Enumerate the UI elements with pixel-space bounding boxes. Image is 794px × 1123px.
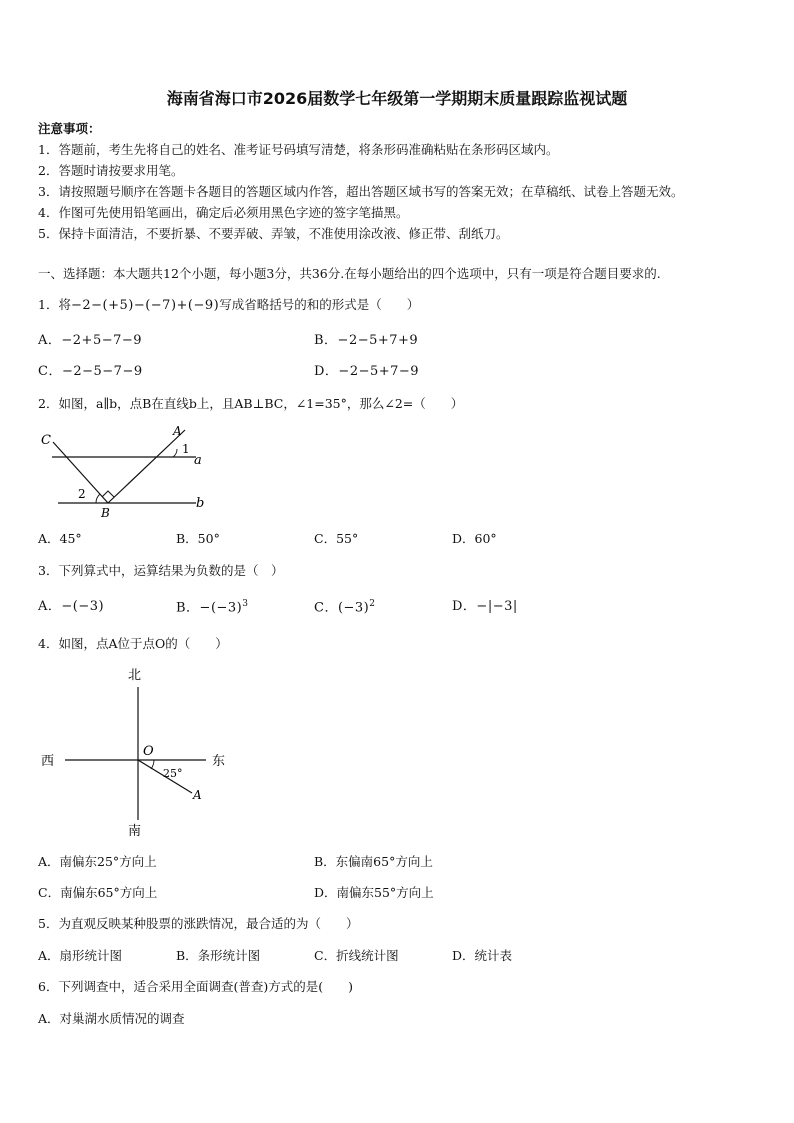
label-a: A	[193, 788, 202, 802]
question-5-option-d: D．统计表	[452, 948, 513, 963]
label-angle-2: 2	[78, 487, 86, 501]
question-5-stem: 5．为直观反映某种股票的涨跌情况，最合适的为（ ）	[38, 916, 359, 931]
option-c-base: C．(−3)	[314, 600, 370, 616]
question-6-option-a: A．对巢湖水质情况的调查	[38, 1011, 185, 1026]
right-angle-mark	[102, 491, 114, 497]
question-4-option-b: B．东偏南65°方向上	[314, 854, 433, 869]
question-2-stem: 2．如图，a∥b，点B在直线b上，且AB⊥BC，∠1=35°，那么∠2=（ ）	[38, 396, 464, 411]
label-north: 北	[128, 668, 142, 683]
question-5-option-b: B．条形统计图	[176, 948, 261, 963]
compass-figure	[38, 662, 238, 842]
option-c-exponent: 2	[369, 599, 376, 609]
question-3-option-b	[176, 599, 249, 616]
note-item: 3．请按照题号顺序在答题卡各题目的答题区域内作答，超出答题区域书写的答案无效；在草稿纸、试卷上答题无效。	[38, 184, 684, 199]
angle-2-arc	[96, 494, 100, 503]
question-6-stem: 6．下列调查中，适合采用全面调查(普查)方式的是( )	[38, 979, 353, 994]
label-line-b: b	[196, 496, 205, 511]
label-west: 西	[41, 754, 55, 769]
question-1-option-a: A．−2+5−7−9	[38, 333, 143, 348]
question-4-stem: 4．如图，点A位于点O的（ ）	[38, 636, 228, 651]
question-1-option-b: B．−2−5+7+9	[314, 333, 419, 348]
question-3-stem: 3．下列算式中，运算结果为负数的是（ ）	[38, 563, 284, 578]
label-a-point: A	[173, 424, 182, 438]
label-line-a: a	[194, 453, 202, 468]
question-1-tail: 写成省略括号的和的形式是（ ）	[219, 297, 420, 312]
question-1-expression: −2−(+5)−(−7)+(−9)	[70, 298, 220, 313]
label-south: 南	[128, 824, 142, 839]
label-b-point: B	[101, 506, 110, 520]
option-b-exponent: 3	[242, 599, 249, 609]
label-o: O	[143, 744, 154, 759]
note-item: 2．答题时请按要求用笔。	[38, 163, 184, 178]
notes-heading: 注意事项：	[38, 121, 101, 136]
question-3-option-a: A．−(−3)	[38, 599, 105, 614]
angle-1-arc	[173, 449, 177, 457]
note-item: 5．保持卡面清洁，不要折暴、不要弄破、弄皱，不准使用涂改液、修正带、刮纸刀。	[38, 226, 509, 241]
question-2-option-a: A．45°	[38, 531, 82, 546]
question-3-option-c	[314, 599, 376, 616]
angle-arc	[151, 760, 154, 769]
question-4-option-a: A．南偏东25°方向上	[38, 854, 157, 869]
question-4-option-c: C．南偏东65°方向上	[38, 885, 158, 900]
label-east: 东	[212, 754, 226, 769]
label-c: C	[41, 433, 51, 448]
note-item: 4．作图可先使用铅笔画出，确定后必须用黑色字迹的签字笔描黑。	[38, 205, 409, 220]
page-title: 海南省海口市2026届数学七年级第一学期期末质量跟踪监视试题	[166, 89, 628, 108]
question-2-option-c: C．55°	[314, 531, 359, 546]
question-5-option-a: A．扇形统计图	[38, 948, 123, 963]
question-5-option-c: C．折线统计图	[314, 948, 399, 963]
question-2-option-b: B．50°	[176, 531, 220, 546]
label-angle-1: 1	[182, 442, 190, 456]
note-item: 1．答题前，考生先将自己的姓名、准考证号码填写清楚，将条形码准确粘贴在条形码区域内。	[38, 142, 559, 157]
question-1-number: 1．将	[38, 297, 71, 312]
question-1-stem	[38, 297, 419, 314]
question-1-option-d: D．−2−5+7−9	[314, 364, 420, 379]
label-angle: 25°	[163, 767, 183, 780]
question-3-option-d: D．−|−3|	[452, 599, 518, 614]
option-b-base: B．−(−3)	[176, 600, 243, 616]
section-heading: 一、选择题：本大题共12个小题，每小题3分，共36分.在每小题给出的四个选项中，只有一项是符合题目要求的.	[38, 266, 661, 281]
question-4-option-d: D．南偏东55°方向上	[314, 885, 434, 900]
question-1-option-c: C．−2−5−7−9	[38, 364, 143, 379]
parallel-lines-figure	[38, 420, 218, 522]
segment-ab	[108, 430, 185, 503]
question-2-option-d: D．60°	[452, 531, 497, 546]
